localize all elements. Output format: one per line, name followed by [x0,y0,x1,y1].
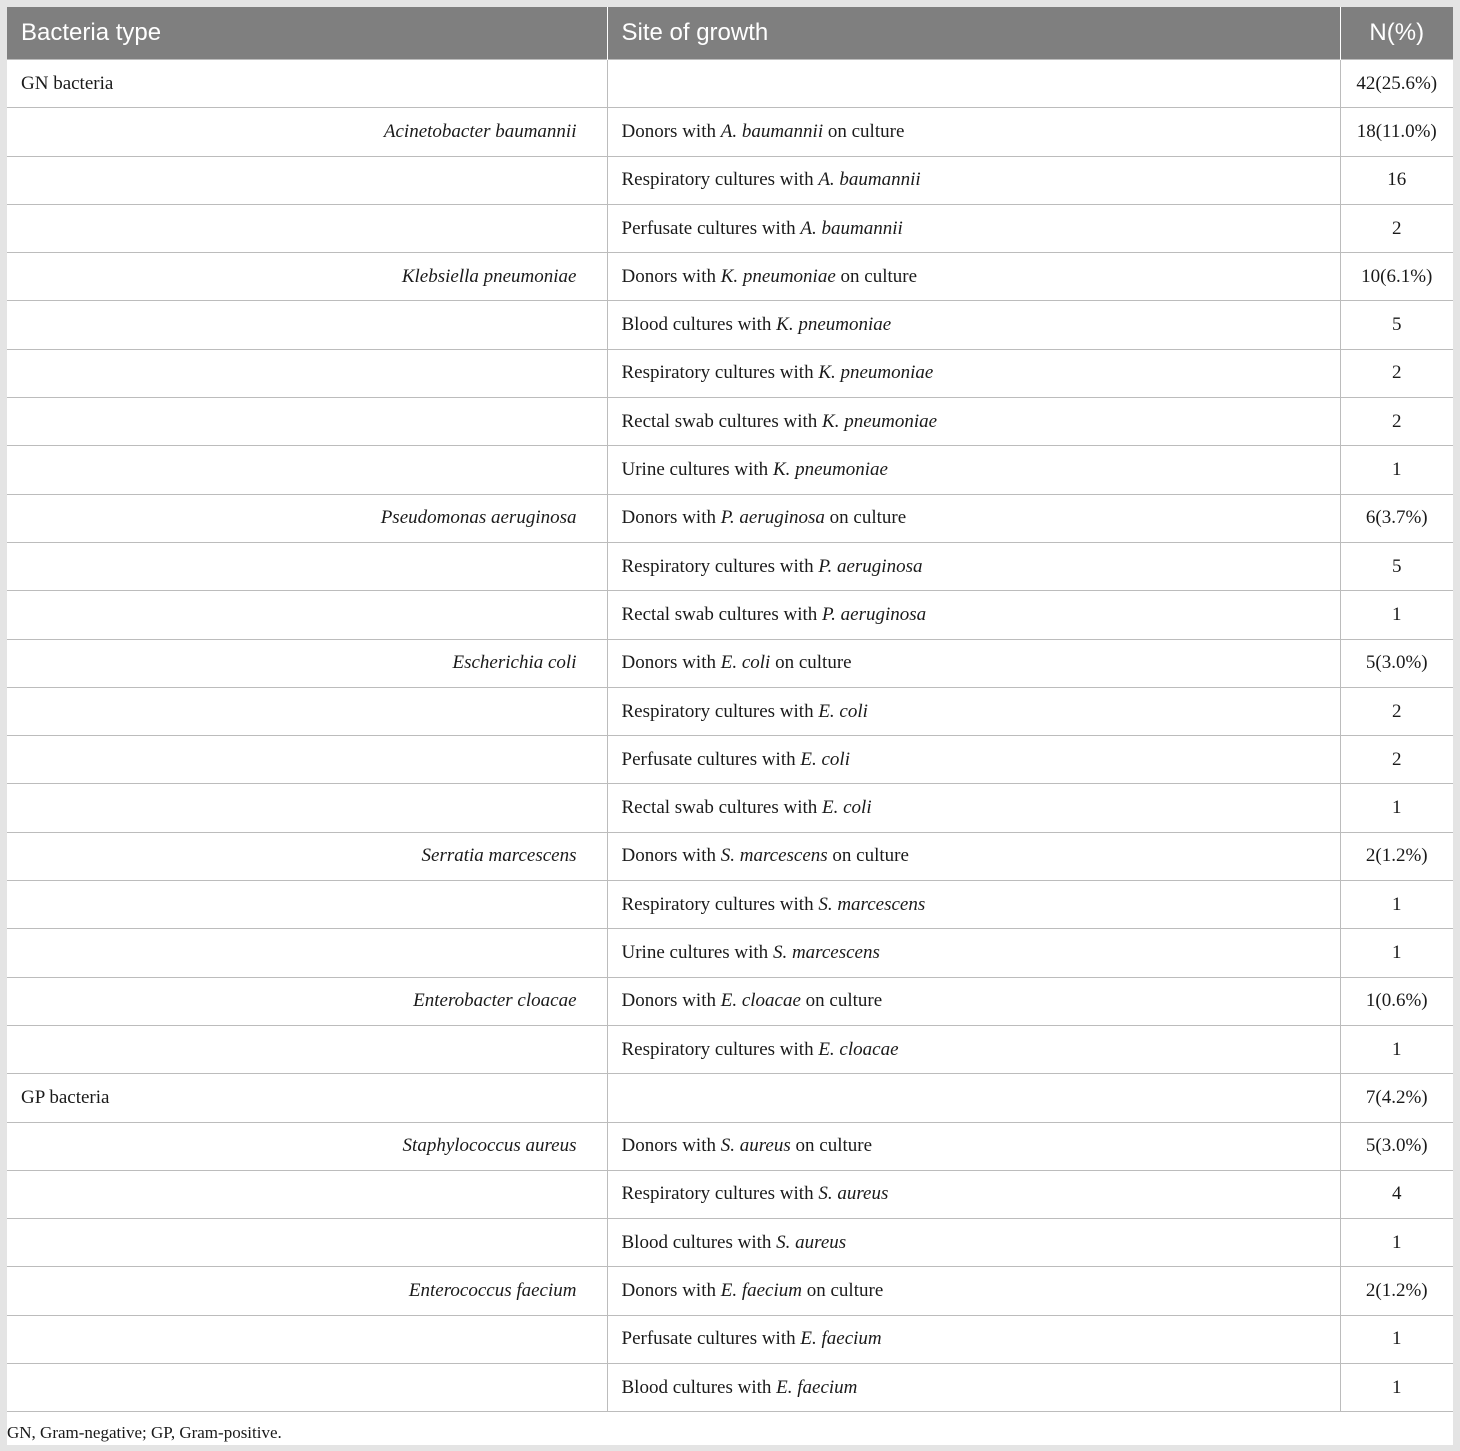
count-cell: 2 [1340,204,1453,252]
site-text: Perfusate cultures with [621,748,801,770]
bacteria-type-cell [7,446,607,494]
organism-name: E. faecium [776,1376,858,1398]
site-of-growth-cell [607,1170,1340,1218]
site-text: Urine cultures with [621,941,773,963]
count-cell: 4 [1340,1170,1453,1218]
site-of-growth-cell [607,832,1340,880]
table-row [7,687,1453,735]
bacteria-type-cell [7,736,607,784]
count-cell: 1 [1340,784,1453,832]
organism-name: E. faecium [800,1328,882,1350]
table-row [7,1219,1453,1267]
site-of-growth-cell [607,542,1340,590]
count-cell: 1 [1340,929,1453,977]
site-text: on culture [823,120,905,142]
table-body [7,60,1453,1412]
count-cell: 7(4.2%) [1340,1074,1453,1122]
site-of-growth-cell [607,349,1340,397]
organism-name: A. baumannii [818,169,921,191]
count-cell: 18(11.0%) [1340,108,1453,156]
site-of-growth-cell [607,398,1340,446]
organism-name: S. aureus [818,1183,889,1205]
site-of-growth-cell [607,204,1340,252]
table-row [7,1074,1453,1122]
count-cell: 1 [1340,1315,1453,1363]
bacteria-type-cell [7,204,607,252]
table-row [7,253,1453,301]
table-row [7,494,1453,542]
bacteria-type-cell: Enterobacter cloacae [7,977,607,1025]
site-text: Respiratory cultures with [621,893,819,915]
organism-name: S. aureus [720,1135,791,1157]
bacteria-type-cell [7,591,607,639]
site-of-growth-cell [607,1025,1340,1073]
site-text: Donors with [621,1280,721,1302]
count-cell: 6(3.7%) [1340,494,1453,542]
site-of-growth-cell [607,446,1340,494]
organism-name: S. aureus [776,1231,847,1253]
table-row [7,1170,1453,1218]
table-row [7,1025,1453,1073]
organism-name: P. aeruginosa [818,555,923,577]
bacteria-type-cell: Staphylococcus aureus [7,1122,607,1170]
table-row [7,301,1453,349]
organism-name: E. cloacae [720,990,801,1012]
table-row [7,832,1453,880]
site-of-growth-cell [607,929,1340,977]
site-of-growth-cell [607,1122,1340,1170]
count-cell: 1 [1340,881,1453,929]
count-cell: 1(0.6%) [1340,977,1453,1025]
bacteria-type-cell [7,398,607,446]
bacteria-type-cell [7,542,607,590]
table-row [7,929,1453,977]
bacteria-type-cell: GP bacteria [7,1074,607,1122]
table-row [7,542,1453,590]
organism-name: P. aeruginosa [822,603,927,625]
bacteria-type-cell [7,301,607,349]
site-of-growth-cell [607,60,1340,108]
site-of-growth-cell [607,253,1340,301]
count-cell: 42(25.6%) [1340,60,1453,108]
count-cell: 1 [1340,1364,1453,1412]
table-row [7,446,1453,494]
site-of-growth-cell [607,1074,1340,1122]
header-bacteria-type: Bacteria type [7,7,607,60]
organism-name: A. baumannii [720,120,824,142]
organism-name: E. faecium [720,1280,802,1302]
organism-name: A. baumannii [800,217,903,239]
bacteria-type-cell [7,349,607,397]
site-of-growth-cell [607,301,1340,349]
bacteria-table [7,7,1453,1412]
organism-name: S. marcescens [772,941,880,963]
count-cell: 16 [1340,156,1453,204]
count-cell: 5 [1340,301,1453,349]
site-of-growth-cell [607,687,1340,735]
organism-name: K. pneumoniae [776,314,892,336]
organism-name: K. pneumoniae [818,362,934,384]
table-row [7,639,1453,687]
table-footnote: GN, Gram-negative; GP, Gram-positive. [7,1423,282,1442]
site-text: Blood cultures with [621,1376,777,1398]
site-text: on culture [770,652,852,674]
bacteria-type-cell [7,1025,607,1073]
count-cell: 2 [1340,736,1453,784]
count-cell: 10(6.1%) [1340,253,1453,301]
table-row [7,881,1453,929]
count-cell: 1 [1340,1219,1453,1267]
table-header [7,7,1453,60]
count-cell: 2(1.2%) [1340,832,1453,880]
site-text: Urine cultures with [621,459,773,481]
table-row [7,108,1453,156]
bacteria-type-cell [7,687,607,735]
site-text: Perfusate cultures with [621,217,801,239]
site-of-growth-cell [607,1364,1340,1412]
bacteria-type-cell: Acinetobacter baumannii [7,108,607,156]
organism-name: E. coli [800,748,850,770]
table-row [7,784,1453,832]
organism-name: K. pneumoniae [772,459,888,481]
bacteria-type-cell [7,929,607,977]
site-text: Donors with [621,507,721,529]
site-text: Respiratory cultures with [621,1183,819,1205]
organism-name: E. coli [720,652,771,674]
header-row [7,7,1453,60]
site-of-growth-cell [607,108,1340,156]
bacteria-type-cell [7,784,607,832]
site-text: on culture [800,990,883,1012]
bacteria-type-cell [7,881,607,929]
site-text: on culture [802,1280,884,1302]
site-of-growth-cell [607,639,1340,687]
site-of-growth-cell [607,156,1340,204]
site-text: Donors with [621,265,721,287]
site-text: Donors with [621,1135,721,1157]
site-text: on culture [835,265,918,287]
count-cell: 2 [1340,398,1453,446]
count-cell: 5(3.0%) [1340,639,1453,687]
table-row [7,1122,1453,1170]
site-text: on culture [824,507,907,529]
organism-name: K. pneumoniae [720,265,836,287]
table-row [7,398,1453,446]
site-text: Blood cultures with [621,314,777,336]
table-row [7,60,1453,108]
site-text: Perfusate cultures with [621,1328,801,1350]
bacteria-type-cell: Klebsiella pneumoniae [7,253,607,301]
site-of-growth-cell [607,591,1340,639]
table-row [7,1267,1453,1315]
organism-name: S. marcescens [720,845,828,867]
site-text: on culture [790,1135,873,1157]
header-n-percent: N(%) [1340,7,1453,60]
bacteria-type-cell: Escherichia coli [7,639,607,687]
count-cell: 1 [1340,591,1453,639]
site-text: Donors with [621,120,721,142]
bacteria-type-cell [7,1364,607,1412]
site-of-growth-cell [607,1315,1340,1363]
organism-name: E. cloacae [818,1038,899,1060]
site-text: Respiratory cultures with [621,555,819,577]
bacteria-type-cell: Serratia marcescens [7,832,607,880]
table-row [7,1315,1453,1363]
count-cell: 2 [1340,349,1453,397]
site-text: Rectal swab cultures with [621,797,823,819]
organism-name: E. coli [822,797,872,819]
site-of-growth-cell [607,784,1340,832]
table-row [7,591,1453,639]
bacteria-type-cell: GN bacteria [7,60,607,108]
bacteria-type-cell [7,156,607,204]
table-row [7,736,1453,784]
bacteria-type-cell [7,1315,607,1363]
table-row [7,1364,1453,1412]
site-text: Respiratory cultures with [621,362,819,384]
organism-name: S. marcescens [818,893,926,915]
site-text: on culture [827,845,909,867]
table-row [7,156,1453,204]
table-row [7,349,1453,397]
header-site-of-growth: Site of growth [607,7,1340,60]
site-of-growth-cell [607,1219,1340,1267]
count-cell: 5 [1340,542,1453,590]
site-text: Respiratory cultures with [621,700,819,722]
bacteria-type-cell [7,1219,607,1267]
bacteria-type-cell [7,1170,607,1218]
site-text: Rectal swab cultures with [621,410,823,432]
organism-name: E. coli [818,700,868,722]
site-of-growth-cell [607,977,1340,1025]
table-container [7,7,1453,1445]
organism-name: K. pneumoniae [822,410,938,432]
site-text: Donors with [621,990,721,1012]
organism-name: P. aeruginosa [720,507,825,529]
site-of-growth-cell [607,1267,1340,1315]
table-row [7,977,1453,1025]
site-text: Donors with [621,845,721,867]
bacteria-type-cell: Pseudomonas aeruginosa [7,494,607,542]
count-cell: 2 [1340,687,1453,735]
site-of-growth-cell [607,736,1340,784]
site-text: Respiratory cultures with [621,1038,819,1060]
count-cell: 5(3.0%) [1340,1122,1453,1170]
site-text: Blood cultures with [621,1231,777,1253]
site-text: Rectal swab cultures with [621,603,823,625]
table-row [7,204,1453,252]
bacteria-type-cell: Enterococcus faecium [7,1267,607,1315]
site-of-growth-cell [607,494,1340,542]
count-cell: 1 [1340,1025,1453,1073]
site-text: Respiratory cultures with [621,169,819,191]
site-text: Donors with [621,652,721,674]
count-cell: 2(1.2%) [1340,1267,1453,1315]
site-of-growth-cell [607,881,1340,929]
count-cell: 1 [1340,446,1453,494]
